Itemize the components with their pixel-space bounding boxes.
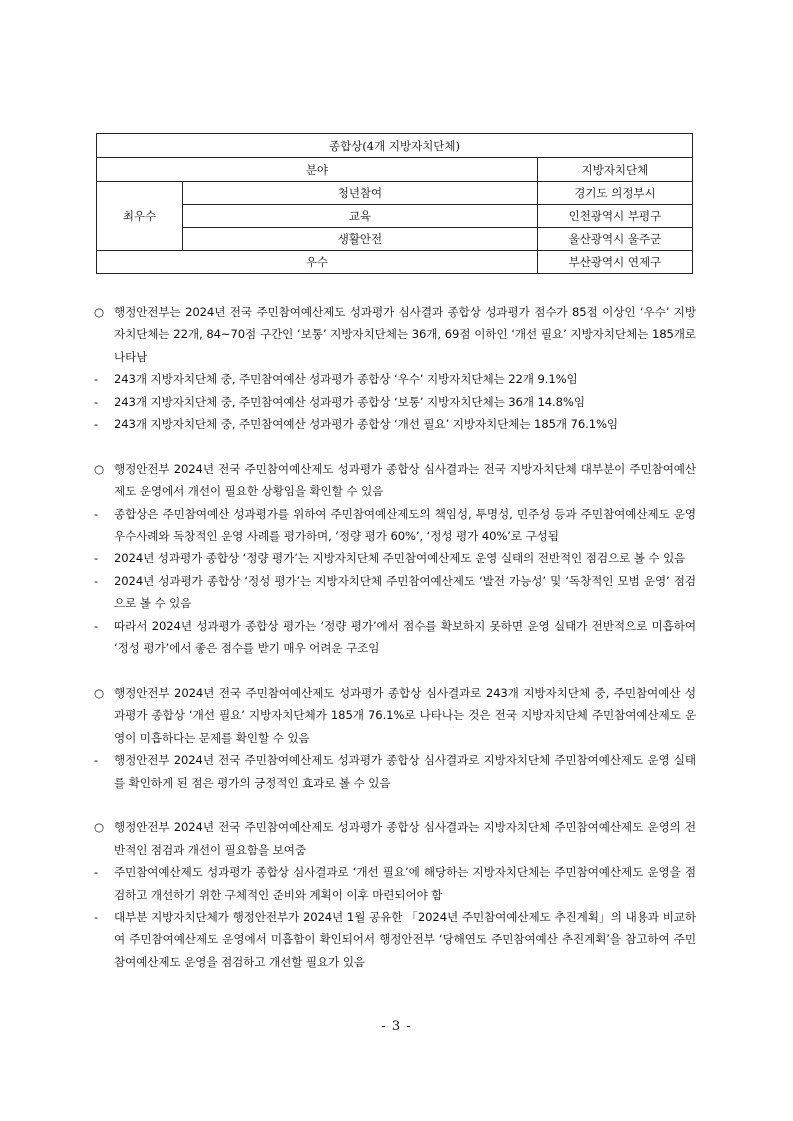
sub-item (94, 368, 696, 390)
main-paragraph (94, 301, 696, 368)
sub-item-text: 2024년 성과평가 종합상 ‘정량 평가’는 지방자치단체 주민참여예산제도 운영 실태의 전반적인 점검으로 볼 수 있음 (114, 551, 686, 566)
dash-bullet: - (94, 573, 99, 588)
main-paragraph-text: 행정안전부 2024년 전국 주민참여예산제도 성과평가 종합상 심사결과로 243개 지방자치단체 중, 주민참여예산 성과평가 종합상 ‘개선 필요’ 지방자치단체가 185개 76.1%로 나타나는 것은 전국 지방자치단체 주민참여예산제도 운영이 미흡하다는 문제를 확인할 수 있음 (114, 685, 696, 745)
main-paragraph-text: 행정안전부는 2024년 전국 주민참여예산제도 성과평가 심사결과 종합상 성과평가 점수가 85점 이상인 ‘우수’ 지방자치단체는 22개, 84~70점 구간인 ‘보통’ 지방자치단체는 36개, 69점 이하인 ‘개선 필요’ 지방자치단체는 185개로 나타남 (114, 305, 696, 364)
sub-item (94, 391, 696, 413)
sub-item-text: 243개 지방자치단체 중, 주민참여예산 성과평가 종합상 ‘보통’ 지방자치단체는 36개 14.8%임 (114, 394, 585, 409)
sub-item (94, 503, 696, 548)
document-body (94, 301, 696, 996)
dash-bullet: - (94, 394, 99, 409)
main-paragraph-text: 행정안전부 2024년 전국 주민참여예산제도 성과평가 종합상 심사결과는 전국 지방자치단체 대부분이 주민참여예산제도 운영에서 개선이 필요한 상황임을 확인할 수 있음 (114, 461, 696, 499)
circle-bullet: ○ (94, 685, 105, 700)
column-header-field: 분야 (97, 158, 538, 182)
dash-bullet: - (94, 865, 99, 880)
circle-bullet: ○ (94, 461, 105, 476)
group-label-best: 최우수 (97, 182, 183, 251)
sub-item (94, 906, 696, 973)
table-cell-region: 부산광역시 연제구 (537, 251, 692, 274)
award-table (96, 133, 693, 274)
table-cell-region: 인천광역시 부평구 (537, 205, 692, 228)
dash-bullet: - (94, 506, 99, 521)
sub-item-text: 종합상은 주민참여예산 성과평가를 위하여 주민참여예산제도의 책임성, 투명성, 민주성 등과 주민참여예산제도 운영 우수사례와 독창적인 운영 사례를 평가하며, ‘정량 평가 60%’, ‘정성 평가 40%’로 구성됨 (114, 506, 696, 544)
main-paragraph (94, 816, 696, 861)
table-cell-field: 청년참여 (183, 182, 538, 205)
sub-item (94, 861, 696, 906)
sub-item-text: 행정안전부 2024년 전국 주민참여예산제도 성과평가 종합상 심사결과로 지방자치단체 주민참여예산제도 운영 실태를 확인하게 된 점은 평가의 긍정적인 효과로 볼 수 있음 (114, 753, 696, 790)
sub-item (94, 615, 696, 660)
section (94, 301, 696, 435)
page-number: - 3 - (381, 1019, 412, 1034)
circle-bullet: ○ (94, 305, 105, 319)
sub-item-text: 2024년 성과평가 종합상 ‘정성 평가’는 지방자치단체 주민참여예산제도 ‘발전 가능성’ 및 ‘독창적인 모범 운영’ 점검으로 볼 수 있음 (114, 573, 696, 611)
main-paragraph (94, 458, 696, 503)
dash-bullet: - (94, 372, 99, 387)
section (94, 682, 696, 794)
dash-bullet: - (94, 618, 99, 633)
table-title: 종합상(4개 지방자치단체) (97, 134, 693, 158)
sub-item (94, 413, 696, 435)
section (94, 816, 696, 973)
sub-item-text: 따라서 2024년 성과평가 종합상 평가는 ‘정량 평가’에서 점수를 확보하지 못하면 운영 실태가 전반적으로 미흡하여 ‘정성 평가’에서 좋은 점수를 받기 매우 어려운 구조임 (114, 618, 696, 656)
main-paragraph (94, 682, 696, 749)
group-label-excellent: 우수 (97, 251, 538, 274)
section (94, 458, 696, 660)
table-cell-region: 경기도 의정부시 (537, 182, 692, 205)
sub-item (94, 749, 696, 794)
circle-bullet: ○ (94, 820, 105, 835)
dash-bullet: - (94, 417, 99, 432)
sub-item (94, 547, 696, 569)
sub-item-text: 243개 지방자치단체 중, 주민참여예산 성과평가 종합상 ‘개선 필요’ 지방자치단체는 185개 76.1%임 (114, 417, 618, 432)
sub-item (94, 570, 696, 615)
dash-bullet: - (94, 551, 99, 566)
table-cell-region: 울산광역시 울주군 (537, 228, 692, 251)
sub-item-text: 주민참여예산제도 성과평가 종합상 심사결과로 ‘개선 필요’에 해당하는 지방자치단체는 주민참여예산제도 운영을 점검하고 개선하기 위한 구체적인 준비와 계획이 이후 마련되어야 함 (114, 865, 696, 902)
table-cell-field: 생활안전 (183, 228, 538, 251)
column-header-region: 지방자치단체 (537, 158, 692, 182)
sub-item-text: 243개 지방자치단체 중, 주민참여예산 성과평가 종합상 ‘우수’ 지방자치단체는 22개 9.1%임 (114, 372, 578, 387)
table-cell-field: 교육 (183, 205, 538, 228)
sub-item-text: 대부분 지방자치단체가 행정안전부가 2024년 1월 공유한 「2024년 주민참여예산제도 추진계획」의 내용과 비교하여 주민참여예산제도 운영에서 미흡함이 확인되어서 행정안전부 ‘당해연도 주민참여예산 추진계획’을 참고하여 주민참여예산제도 운영을 점검하고 개선할 필요가 있음 (114, 909, 696, 969)
dash-bullet: - (94, 909, 99, 924)
dash-bullet: - (94, 753, 99, 768)
main-paragraph-text: 행정안전부 2024년 전국 주민참여예산제도 성과평가 종합상 심사결과는 지방자치단체 주민참여예산제도 운영의 전반적인 점검과 개선이 필요함을 보여줌 (114, 820, 696, 857)
